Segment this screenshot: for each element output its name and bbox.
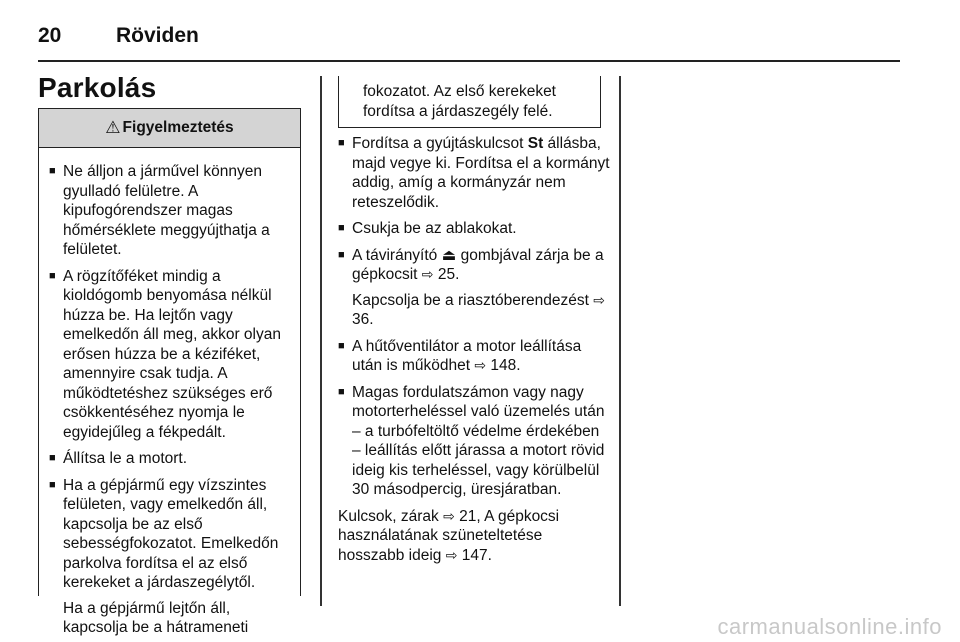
- cross-reference-icon: ⇨: [421, 266, 434, 282]
- watermark: carmanualsonline.info: [717, 614, 942, 639]
- chapter-title: Röviden: [116, 24, 199, 47]
- warning-list: [49, 162, 292, 638]
- lock-button-icon: ⏏: [441, 246, 457, 264]
- bullet-icon: ■: [49, 478, 56, 491]
- cross-reference-icon: ⇨: [474, 357, 487, 373]
- bullet-icon: ■: [49, 269, 56, 282]
- list-item: ■ Csukja be az ablakokat.: [338, 220, 517, 237]
- column-divider: [619, 76, 621, 606]
- steps-list: [338, 134, 610, 500]
- header-rule: [38, 60, 900, 62]
- warning-header: [39, 109, 300, 148]
- list-item: ■ Állítsa le a motort.: [49, 450, 188, 467]
- list-item-extra: Ha a gépjármű lejtőn áll, kapcsolja be a hátrameneti: [63, 599, 249, 636]
- list-item: ■ Magas fordulatszámon vagy nagy motorterheléssel való üzemelés után – a turbófeltöltő védelme érdekében – leállítás előtt járassa a motort rövid ideig kis terheléssel, vagy körülbelül 30 másodpercig, üresjáratban.: [338, 383, 605, 498]
- warning-continuation-text: fokozatot. Az első kerekeket fordítsa a járdaszegély felé.: [363, 83, 556, 120]
- cross-reference-icon: ⇨: [593, 291, 605, 308]
- warning-title: Figyelmeztetés: [122, 119, 234, 136]
- cross-reference-icon: ⇨: [443, 507, 455, 524]
- list-item: ■ Ha a gépjármű egy vízszintes felületen, vagy emelkedőn áll, kapcsolja be az első sebességfokozatot. Emelkedőn parkolva fordítsa el az első kerekeket a járdaszegélytől. Ha a gépjármű lejtőn áll, kapcsolja be a hátrameneti: [49, 476, 292, 638]
- closing-paragraph: Kulcsok, zárak ⇨ 21, A gépkocsi használatának szüneteltetése hosszabb ideig ⇨ 147.: [338, 507, 560, 564]
- bullet-icon: ■: [49, 452, 56, 464]
- list-item: ■ Fordítsa a gyújtáskulcsot St állásba, majd vegye ki. Fordítsa el a kormányt addig, amíg a kormányzár nem reteszelődik.: [338, 135, 610, 211]
- bullet-icon: ■: [338, 222, 345, 234]
- right-column: [338, 134, 610, 565]
- list-item: ■ A rögzítőféket mindig a kioldógomb benyomása nélkül húzza be. Ha lejtőn vagy emelkedőn áll meg, akkor olyan erősen húzza be a kéziféket, amennyire csak tudja. A működtetéshez szükséges erő csökkentéséhez nyomja le egyidejűleg a fékpedált.: [49, 267, 281, 441]
- list-item: ■ A hűtőventilátor a motor leállítása után is működhet ⇨ 148.: [338, 337, 582, 374]
- list-item: ■ Ne álljon a járművel könnyen gyulladó felületre. A kipufogórendszer magas hőmérséklete meggyújthatja a felületet.: [49, 163, 270, 258]
- warning-continuation-box: [338, 76, 601, 128]
- column-divider: [320, 76, 322, 606]
- warning-body: [39, 148, 300, 638]
- warning-box: [38, 108, 301, 636]
- bullet-icon: ■: [338, 248, 345, 261]
- bullet-icon: ■: [338, 137, 345, 149]
- page-header: [38, 16, 199, 56]
- page-number: 20: [38, 24, 62, 47]
- warning-triangle-icon: ⚠: [105, 118, 121, 137]
- section-title: Parkolás: [38, 72, 157, 103]
- bullet-icon: ■: [338, 339, 345, 352]
- list-item: ■ A távirányító ⏏ gombjával zárja be a gépkocsit ⇨ 25. Kapcsolja be a riasztóberendezést ⇨ 36.: [338, 246, 605, 328]
- bullet-icon: ■: [49, 165, 56, 177]
- bullet-icon: ■: [338, 385, 345, 398]
- cross-reference-icon: ⇨: [445, 546, 458, 563]
